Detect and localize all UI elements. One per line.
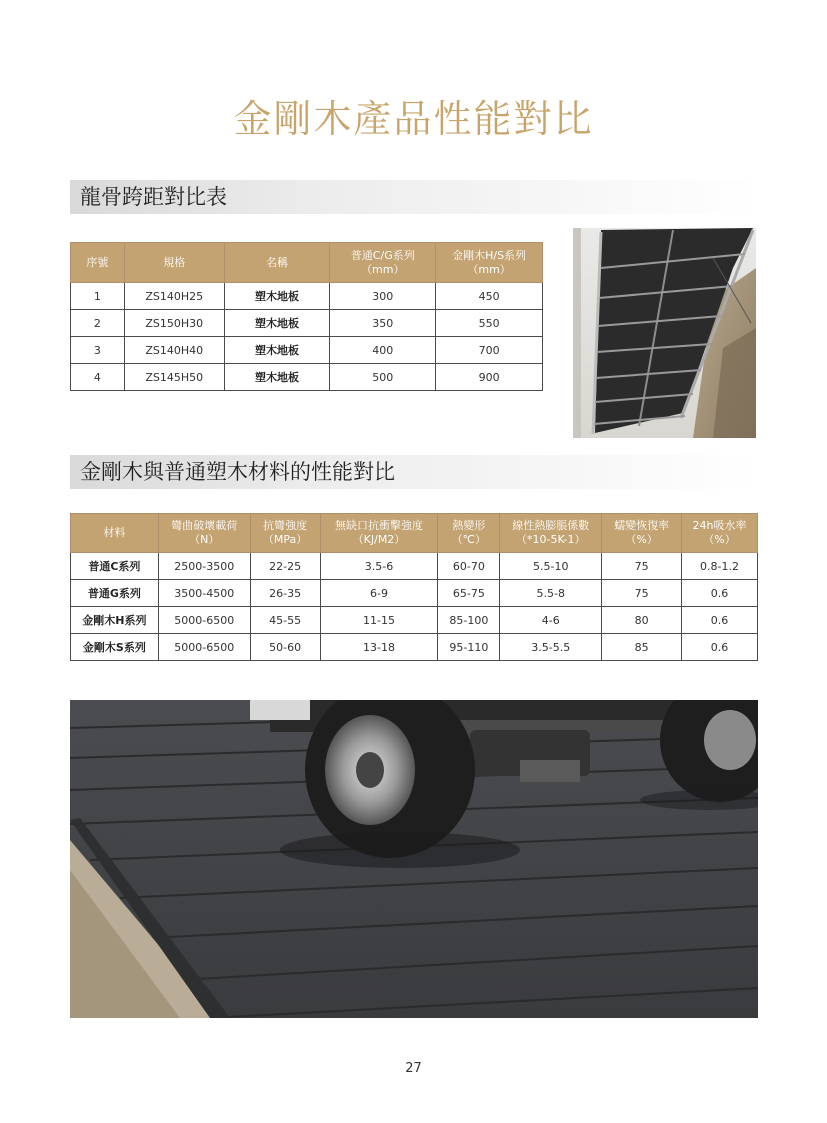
col-header: 序號 [71,243,125,283]
col-header: 熱變形 （℃） [438,514,500,553]
table-cell: 0.8-1.2 [682,553,758,580]
table-cell: 0.6 [682,607,758,634]
table-cell: 4 [71,364,125,391]
col-header: 規格 [124,243,224,283]
table-cell: 13-18 [320,634,438,661]
col-header: 普通C/G系列 （mm） [330,243,436,283]
table-cell: 75 [602,580,682,607]
table-cell: 700 [436,337,543,364]
table-cell: 普通C系列 [71,553,159,580]
col-header: 24h吸水率 （%） [682,514,758,553]
table-cell: 普通G系列 [71,580,159,607]
table-cell: 5000-6500 [158,634,250,661]
col-header: 彎曲破壞載荷 （N） [158,514,250,553]
table-cell: 50-60 [250,634,320,661]
table-row [71,607,758,634]
table-cell: 金剛木H系列 [71,607,159,634]
table-cell: 塑木地板 [224,310,330,337]
table-cell: 塑木地板 [224,283,330,310]
table-cell: 65-75 [438,580,500,607]
table-cell: 5000-6500 [158,607,250,634]
table-cell: 45-55 [250,607,320,634]
table-cell: 4-6 [500,607,602,634]
col-header: 線性熱膨脹係數 （*10-5K-1） [500,514,602,553]
table-cell: 60-70 [438,553,500,580]
table-cell: 3500-4500 [158,580,250,607]
table-row [71,580,758,607]
table-row [71,553,758,580]
joist-frame-photo [573,228,756,438]
col-header: 名稱 [224,243,330,283]
table-cell: 22-25 [250,553,320,580]
table-cell: 1 [71,283,125,310]
table-cell: ZS150H30 [124,310,224,337]
table-cell: 85 [602,634,682,661]
table-cell: 2500-3500 [158,553,250,580]
table-cell: 塑木地板 [224,364,330,391]
table-cell: 95-110 [438,634,500,661]
table-cell: 26-35 [250,580,320,607]
table-cell: 11-15 [320,607,438,634]
section-title-joist-span: 龍骨跨距對比表 [80,185,227,209]
performance-table [70,513,758,661]
table-cell: 3 [71,337,125,364]
table-cell: 400 [330,337,436,364]
col-header: 金剛木H/S系列 （mm） [436,243,543,283]
table-header-row [71,514,758,553]
table-cell: 350 [330,310,436,337]
table-row [71,634,758,661]
table-cell: 5.5-8 [500,580,602,607]
table-row [71,283,543,310]
table-cell: 300 [330,283,436,310]
table-cell: 金剛木S系列 [71,634,159,661]
joist-span-table [70,242,543,391]
col-header: 無缺口抗衝擊強度 （KJ/M2） [320,514,438,553]
page-title: 金剛木產品性能對比 [233,97,594,141]
truck-on-deck-photo [70,700,758,1018]
table-cell: ZS145H50 [124,364,224,391]
col-header: 材料 [71,514,159,553]
truck-deck-illustration [70,700,758,1018]
section-title-performance: 金剛木與普通塑木材料的性能對比 [80,460,395,484]
table-cell: 85-100 [438,607,500,634]
table-cell: 5.5-10 [500,553,602,580]
table-cell: ZS140H40 [124,337,224,364]
table-cell: 3.5-6 [320,553,438,580]
table-cell: 80 [602,607,682,634]
table-cell: 3.5-5.5 [500,634,602,661]
joist-frame-illustration [573,228,756,438]
table-row [71,364,543,391]
table-cell: 900 [436,364,543,391]
table-cell: 75 [602,553,682,580]
table-cell: 塑木地板 [224,337,330,364]
table-header-row [71,243,543,283]
table-cell: 6-9 [320,580,438,607]
col-header: 蠕變恢復率 （%） [602,514,682,553]
table-cell: 0.6 [682,580,758,607]
table-cell: 2 [71,310,125,337]
page-number: 27 [405,1061,422,1076]
col-header: 抗彎強度 （MPa） [250,514,320,553]
table-cell: 450 [436,283,543,310]
table-cell: 500 [330,364,436,391]
table-cell: 0.6 [682,634,758,661]
table-row [71,310,543,337]
table-cell: ZS140H25 [124,283,224,310]
table-cell: 550 [436,310,543,337]
table-row [71,337,543,364]
